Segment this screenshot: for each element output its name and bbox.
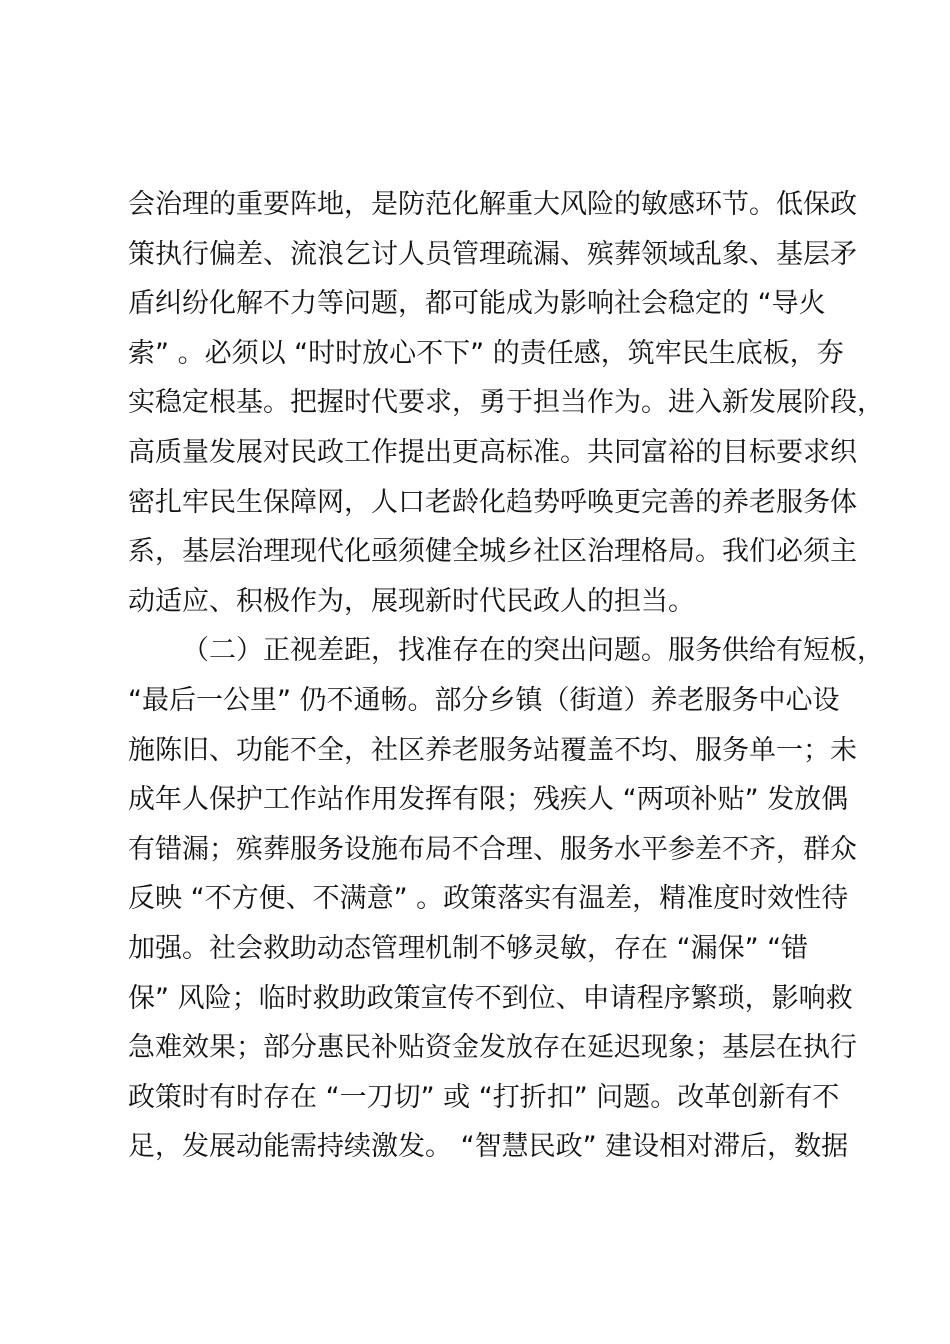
text-line: 有错漏；殡葬服务设施布局不合理、服务水平参差不齐，群众: [128, 833, 857, 865]
text-line: 保” 风险；临时救助政策宣传不到位、申请程序繁琐，影响救: [128, 982, 853, 1014]
text-line: 反映 “不方便、不满意” 。政策落实有温差，精准度时效性待: [128, 883, 849, 915]
text-line: 施陈旧、功能不全，社区养老服务站覆盖不均、服务单一；未: [128, 734, 857, 766]
text-line: 政策时有时存在 “一刀切” 或 “打折扣” 问题。改革创新有不: [128, 1081, 840, 1113]
text-line: 成年人保护工作站作用发挥有限；残疾人 “两项补贴” 发放偶: [128, 784, 849, 816]
text-line: 索” 。必须以 “时时放心不下” 的责任感，筑牢民生底板，夯: [128, 337, 844, 369]
text-line: 急难效果；部分惠民补贴资金发放存在延迟现象；基层在执行: [128, 1032, 857, 1064]
text-line: 系，基层治理现代化亟须健全城乡社区治理格局。我们必须主: [128, 536, 857, 568]
text-line: “最后一公里” 仍不通畅。部分乡镇（街道）养老服务中心设: [128, 684, 840, 716]
text-line: 密扎牢民生保障网，人口老龄化趋势呼唤更完善的养老服务体: [128, 486, 857, 518]
text-line: 动适应、积极作为，展现新时代民政人的担当。: [128, 585, 695, 617]
text-line: 会治理的重要阵地，是防范化解重大风险的敏感环节。低保政: [128, 189, 857, 220]
paragraph-heading-line: （二）正视差距，找准存在的突出问题。服务供给有短板，: [182, 635, 884, 667]
text-line: 策执行偏差、流浪乞讨人员管理疏漏、殡葬领域乱象、基层矛: [128, 238, 857, 270]
text-line: 盾纠纷化解不力等问题，都可能成为影响社会稳定的 “导火: [128, 288, 826, 320]
body-text: [128, 180, 884, 1172]
text-line: 高质量发展对民政工作提出更高标准。共同富裕的目标要求织: [128, 436, 857, 468]
text-line: 实稳定根基。把握时代要求，勇于担当作为。进入新发展阶段，: [128, 387, 884, 419]
text-line: 足，发展动能需持续激发。 “智慧民政” 建设相对滞后，数据: [128, 1131, 849, 1163]
text-line: 加强。社会救助动态管理机制不够灵敏，存在 “漏保” “错: [128, 932, 809, 964]
